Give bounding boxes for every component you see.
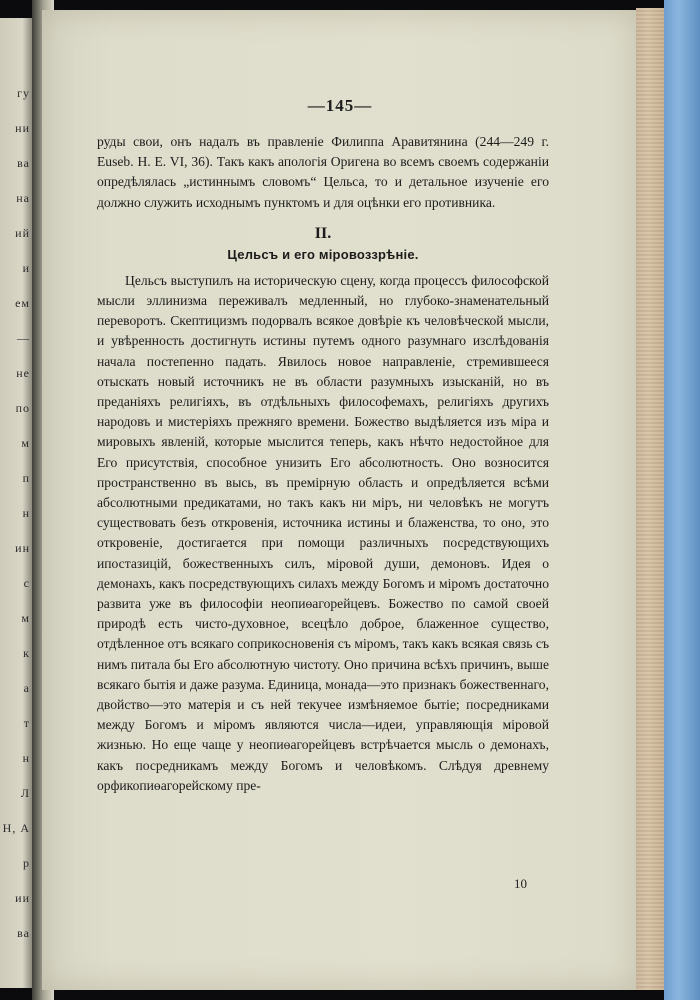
left-page-text-fragment: Н, А: [2, 821, 30, 835]
left-page-text-fragment: ни: [15, 121, 30, 135]
left-page-text-fragment: а: [23, 681, 30, 695]
left-page-text-fragment: с: [23, 576, 30, 590]
left-page-text-fragment: Л: [20, 786, 30, 800]
left-page-text-fragment: н: [22, 506, 30, 520]
left-page-text-fragment: р: [23, 856, 30, 870]
left-page-text-fragment: ва: [17, 926, 30, 940]
book-cover: [664, 0, 700, 1000]
paragraph-origen: руды свои, онъ надалъ въ правленіе Филиппа Аравитянина (244—249 г. Euseb. H. E. VI, 36). Такъ какъ апологія Оригена во всемъ своемъ содержаніи опредѣлялась „истиннымъ словомъ“ Цельса, то и детальное изученіе его должно служить исходнымъ пунктомъ и для оцѣнки его противника.: [97, 134, 549, 210]
left-page-text-fragment: н: [22, 751, 30, 765]
left-page-text-fragment: ин: [15, 541, 30, 555]
page-text: [97, 132, 549, 796]
signature-mark: 10: [514, 876, 527, 891]
page-number: —145—: [307, 96, 373, 115]
left-page-text-fragment: гу: [17, 86, 30, 100]
left-page-fragment: [0, 18, 32, 988]
paragraph-celsus: Цельсъ выступилъ на историческую сцену, когда процессъ философской мысли эллинизма переживалъ медленный, но глубоко-знаменательный переворотъ. Скептицизмъ подорвалъ всякое довѣріе къ человѣческой мысли, и увѣренность достигнуть истины путемъ одного разумнаго изслѣдованія начала постепенно падать. Явилось новое направленіе, стремившееся отыскать новый источникъ не въ области разумныхъ изысканій, но въ преданіяхъ религіяхъ, въ отдѣльныхъ философемахъ, религіяхъ другихъ народовъ и мистеріяхъ прежняго времени. Божество выдѣляется изъ міра и мировыхъ явленій, которые мыслится теперь, какъ нѣчто недостойное для Его присутствія, способное унизить Его абсолютность. Оно возносится пространственно въ высь, въ премірную область и опредѣляется всѣми абсолютными предикатами, но такъ какъ ни міръ, ни человѣкъ не могутъ существовать безъ откровенія, источника истины и блаженства, то оно, это откровеніе, достигается при помощи различныхъ посредствующихъ ипостазицій, божественныхъ силъ, міровой души, демоновъ. Идея о демонахъ, какъ посредствующихъ силахъ между Богомъ и міромъ достаточно развита уже въ философіи неопиѳагорейцевъ. Божество по самой своей природѣ есть чисто-духовное, всецѣло доброе, блаженное существо, отдѣленное отъ всякаго соприкосновенія съ міромъ, такъ какъ всякая связь съ нимъ питала бы Его абсолютную чистоту. Оно причина всѣхъ причинъ, выше всякаго бытія и даже разума. Единица, монада—это признакъ божественнаго, двойство—это матерія и съ ней текучее измѣняемое бытіе; посредниками между Богомъ и міромъ являются числа—идеи, управляющія міровой жизнью. Но еще чаще у неопиѳагорейцевъ встрѣчается мысль о демонахъ, какъ посредникамъ между Богомъ и человѣкомъ. Слѣдуя древнему орфикопиѳагорейскому пре-: [97, 272, 549, 793]
left-page-text-fragment: ии: [15, 891, 30, 905]
section-numeral: II.: [314, 224, 332, 242]
book-page: [42, 10, 638, 990]
left-page-text-fragment: на: [16, 191, 30, 205]
left-page-text-fragment: м: [21, 436, 30, 450]
section-title: Цельсъ и его міровоззрѣніе.: [227, 246, 419, 262]
left-page-text-fragment: —: [17, 331, 30, 345]
left-page-text-fragment: п: [22, 471, 30, 485]
page-edges: [636, 8, 666, 990]
left-page-text-fragment: по: [15, 401, 30, 415]
left-page-text-fragment: т: [23, 716, 30, 730]
left-page-text-fragment: и: [22, 261, 30, 275]
left-page-text-fragment: ем: [15, 296, 30, 310]
left-page-text-fragment: к: [23, 646, 30, 660]
left-page-text-fragment: ва: [17, 156, 30, 170]
left-page-text-fragment: не: [16, 366, 30, 380]
left-page-text-fragment: м: [21, 611, 30, 625]
section-heading: [97, 223, 549, 265]
left-page-text-fragment: ий: [15, 226, 30, 240]
